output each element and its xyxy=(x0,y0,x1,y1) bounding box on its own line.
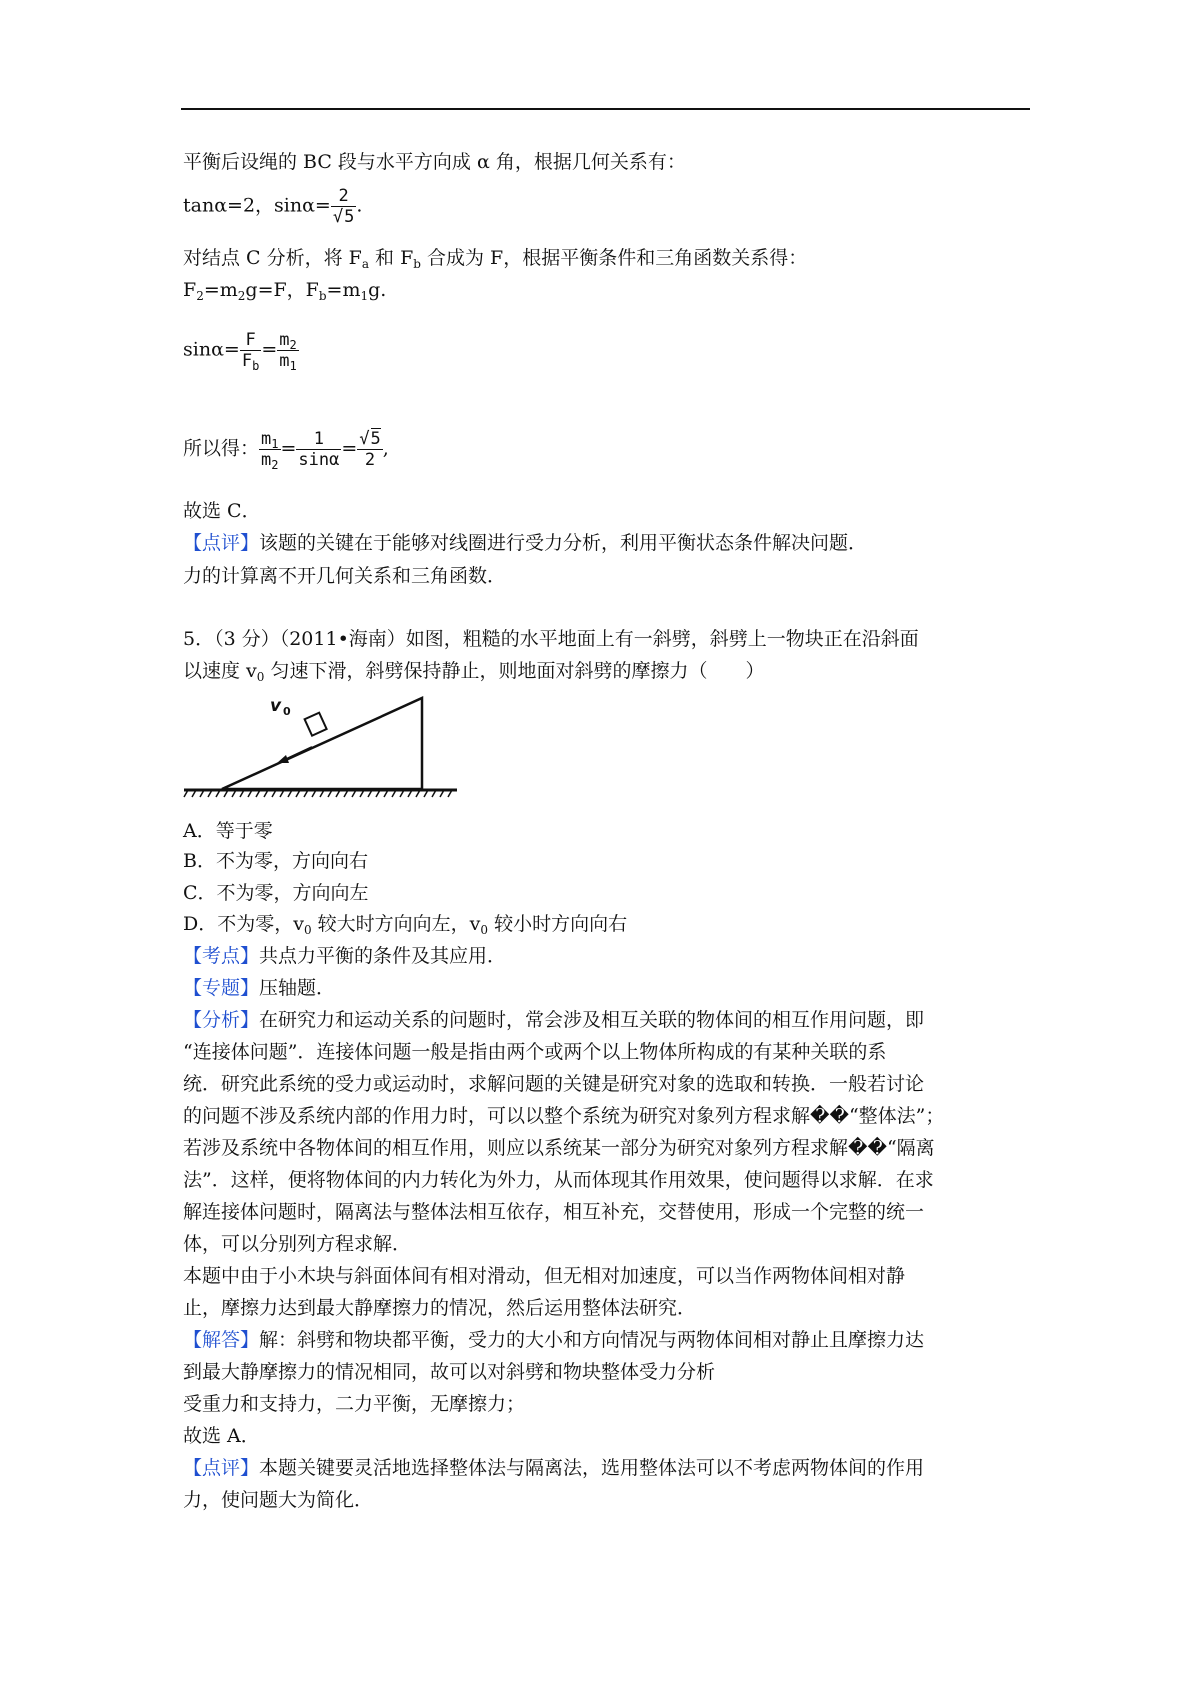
fraction-sin xyxy=(331,186,357,227)
subscript: 2 xyxy=(237,289,246,303)
text-span: g. xyxy=(368,279,387,301)
subscript: 2 xyxy=(289,338,297,352)
fraction-one-over-sin xyxy=(296,429,341,470)
text-span: =m xyxy=(203,279,238,301)
incline-diagram xyxy=(182,693,462,805)
jieda-text: 解：斜劈和物块都平衡，受力的大小和方向情况与两物体间相对静止且摩擦力达 xyxy=(259,1329,925,1351)
subscript: 0 xyxy=(303,923,312,937)
fenxi-line: 解连接体问题时，隔离法与整体法相互依存，相互补充，交替使用，形成一个完整的统一 xyxy=(183,1201,925,1223)
option-a: A．等于零 xyxy=(183,820,273,842)
question-stem xyxy=(183,658,764,684)
text-span: D．不为零，v xyxy=(183,913,304,935)
text-span: 对结点 C 分析，将 F xyxy=(183,247,362,269)
comment-tag: 【点评】 xyxy=(183,532,260,554)
fenxi-line xyxy=(183,1007,924,1033)
fraction-root5-over-2 xyxy=(357,429,383,470)
incline-wedge xyxy=(222,698,422,789)
fraction-denominator xyxy=(331,207,357,227)
equation-result xyxy=(183,429,389,470)
subscript: 0 xyxy=(256,670,265,684)
fraction-m2-over-m1 xyxy=(277,330,298,371)
fraction-f-over-fb xyxy=(240,330,261,371)
velocity-label: v xyxy=(270,696,282,716)
subscript: 0 xyxy=(480,923,489,937)
fraction-denominator xyxy=(240,351,261,371)
fenxi-line: 止，摩擦力达到最大静摩擦力的情况，然后运用整体法研究． xyxy=(183,1297,697,1319)
fraction-numerator: F xyxy=(240,330,261,351)
option-c: C．不为零，方向向左 xyxy=(183,882,369,904)
header-rule xyxy=(181,108,1030,110)
fraction-numerator xyxy=(277,330,298,351)
sliding-block xyxy=(305,713,327,736)
text-span: 较大时方向向左，v xyxy=(311,913,481,935)
equation-forces xyxy=(183,277,386,303)
equation-text: tanα=2，sinα= xyxy=(183,194,331,217)
dianping-text: 本题关键要灵活地选择整体法与隔离法，选用整体法可以不考虑两物体间的作用 xyxy=(259,1457,925,1479)
text-span: m xyxy=(279,351,290,371)
fraction-numerator xyxy=(259,429,280,450)
sqrt-value: 5 xyxy=(344,207,355,227)
text-span: g=F，F xyxy=(245,279,319,301)
subscript: 1 xyxy=(289,359,297,373)
subscript: 2 xyxy=(271,458,279,472)
comment-line xyxy=(183,530,867,556)
equation-text: 所以得： xyxy=(183,437,260,460)
fenxi-text: 在研究力和运动关系的问题时，常会涉及相互关联的物体间的相互作用问题，即 xyxy=(259,1009,925,1031)
subscript: 1 xyxy=(271,437,279,451)
text-line: 平衡后设绳的 BC 段与水平方向成 α 角，根据几何关系有： xyxy=(183,151,686,173)
fenxi-tag: 【分析】 xyxy=(183,1009,260,1031)
subscript: b xyxy=(413,257,421,271)
fenxi-line: 统．研究此系统的受力或运动时，求解问题的关键是研究对象的选取和转换．一般若讨论 xyxy=(183,1073,925,1095)
subscript: b xyxy=(318,289,327,303)
velocity-label-subscript: 0 xyxy=(283,705,291,718)
fraction-denominator xyxy=(277,351,298,371)
dianping-tag: 【点评】 xyxy=(183,1457,260,1479)
text-line xyxy=(183,245,807,271)
equals-sign: = xyxy=(341,437,358,460)
subscript: 2 xyxy=(196,289,204,303)
jieda-line: 到最大静摩擦力的情况相同，故可以对斜劈和物块整体受力分析 xyxy=(183,1361,716,1383)
fenxi-line: 的问题不涉及系统内部的作用力时，可以以整个系统为研究对象列方程求解��“整体法”； xyxy=(183,1105,945,1127)
subscript: b xyxy=(252,359,260,373)
fenxi-line: 本题中由于小木块与斜面体间有相对滑动，但无相对加速度，可以当作两物体间相对静 xyxy=(183,1265,906,1287)
jieda-line: 受重力和支持力，二力平衡，无摩擦力； xyxy=(183,1393,526,1415)
answer-line: 故选 A． xyxy=(183,1425,260,1447)
fraction-m1-over-m2 xyxy=(259,429,280,470)
fraction-numerator: 2 xyxy=(331,186,357,207)
sqrt-value: 5 xyxy=(370,429,381,449)
kaodian-tag: 【考点】 xyxy=(183,945,260,967)
dianping-line xyxy=(183,1455,924,1481)
equation-text: sinα= xyxy=(183,338,240,361)
sqrt-sign: √ xyxy=(332,207,344,227)
comment-line: 力的计算离不开几何关系和三角函数． xyxy=(183,565,507,587)
option-d xyxy=(183,911,627,937)
fraction-denominator xyxy=(259,450,280,470)
question-stem: 5．（3 分）（2011•海南）如图，粗糙的水平地面上有一斜劈，斜劈上一物块正在沿斜面 xyxy=(183,628,919,650)
text-span: 较小时方向向右 xyxy=(488,913,628,935)
period: . xyxy=(356,194,363,217)
text-span: =m xyxy=(326,279,361,301)
velocity-arrow-head xyxy=(277,755,289,763)
text-span: m xyxy=(279,330,290,350)
incline-figure xyxy=(182,693,462,810)
text-span: 以速度 v xyxy=(183,660,257,682)
answer-line: 故选 C． xyxy=(183,500,261,522)
fenxi-line: 体，可以分别列方程求解． xyxy=(183,1233,412,1255)
equals-sign: = xyxy=(280,437,297,460)
comma: , xyxy=(382,437,389,460)
fenxi-line: “连接体问题”．连接体问题一般是指由两个或两个以上物体所构成的有某种关联的系 xyxy=(183,1041,887,1063)
option-b: B．不为零，方向向右 xyxy=(183,850,368,872)
text-span: 合成为 F，根据平衡条件和三角函数关系得： xyxy=(420,247,808,269)
zhuanti-line xyxy=(183,975,335,1001)
sqrt-sign: √ xyxy=(359,429,370,449)
text-span: F xyxy=(183,279,197,301)
fenxi-line: 法”．这样，便将物体间的内力转化为外力，从而体现其作用效果，使问题得以求解．在求 xyxy=(183,1169,934,1191)
fraction-numerator: 1 xyxy=(296,429,341,450)
equation-tan xyxy=(183,186,362,227)
text-span: 和 F xyxy=(369,247,414,269)
text-span: m xyxy=(261,429,272,449)
fenxi-line: 若涉及系统中各物体间的相互作用，则应以系统某一部分为研究对象列方程求解��“隔离 xyxy=(183,1137,935,1159)
equals-sign: = xyxy=(261,338,278,361)
dianping-line: 力，使问题大为简化． xyxy=(183,1489,374,1511)
zhuanti-text: 压轴题． xyxy=(259,977,336,999)
fraction-denominator: sinα xyxy=(298,450,340,470)
subscript: 1 xyxy=(360,289,369,303)
jieda-tag: 【解答】 xyxy=(183,1329,260,1351)
equation-sin-ratio xyxy=(183,330,299,371)
kaodian-line xyxy=(183,943,506,969)
text-span: 匀速下滑，斜劈保持静止，则地面对斜劈的摩擦力（ ） xyxy=(264,660,765,682)
text-span: F xyxy=(241,351,253,371)
fraction-numerator xyxy=(357,429,383,450)
zhuanti-tag: 【专题】 xyxy=(183,977,260,999)
fraction-denominator: 2 xyxy=(364,450,376,470)
comment-text: 该题的关键在于能够对线圈进行受力分析，利用平衡状态条件解决问题． xyxy=(259,532,868,554)
subscript: a xyxy=(361,257,369,271)
kaodian-text: 共点力平衡的条件及其应用． xyxy=(259,945,507,967)
jieda-line xyxy=(183,1327,924,1353)
text-span: m xyxy=(261,450,272,470)
